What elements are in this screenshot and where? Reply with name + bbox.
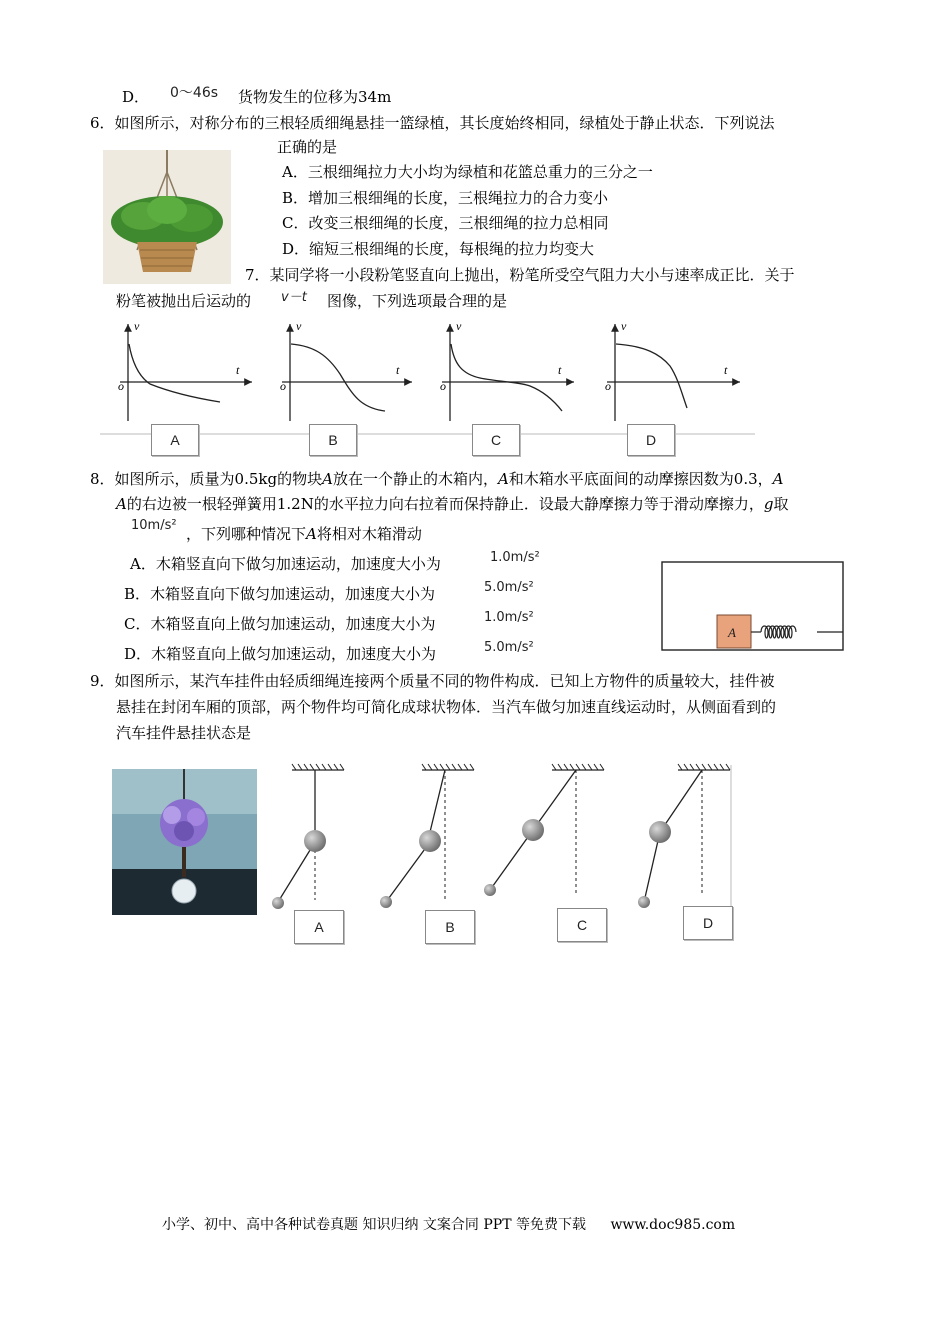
q7-choice-d-box[interactable] [627, 424, 675, 456]
axis-t-label: t [558, 363, 562, 377]
q9-stem-line1: 9．如图所示，某汽车挂件由轻质细绳连接两个质量不同的物件构成．已知上方物件的质量较大，挂件被 [90, 672, 775, 690]
footer-url[interactable]: www.doc985.com [610, 1217, 736, 1233]
footer-text: 小学、初中、高中各种试卷真题 知识归纳 文案合同 PPT 等免费下载 [162, 1217, 586, 1233]
q9-choice-d-box[interactable] [683, 906, 733, 940]
q8-option-a-math: 1.0m/s² [490, 550, 540, 565]
q8-text: 和木箱水平底面间的动摩擦因数为0.3， [508, 470, 773, 488]
q5-option-d-label: D． [122, 88, 150, 106]
q6-option-a: A．三根细绳拉力大小均为绿植和花篮总重力的三分之一 [282, 163, 653, 181]
q7-choice-c-label: C [490, 432, 502, 448]
origin-label: o [440, 379, 446, 393]
block-a-label: A [728, 625, 736, 640]
q9-choice-d-label: D [702, 915, 714, 931]
axis-t-label: t [724, 363, 728, 377]
q8-option-d-math: 5.0m/s² [484, 640, 534, 655]
q7-choice-c-box[interactable] [472, 424, 520, 456]
vt-graph-b [280, 319, 412, 421]
q9-choice-a-box[interactable] [294, 910, 344, 944]
q8-var-a: A [116, 495, 127, 513]
q8-text: 取 [773, 495, 789, 513]
q9-choice-b-label: B [445, 919, 455, 935]
q8-text: ，下列哪种情况下 [186, 525, 307, 543]
q8-var-g: g [763, 495, 774, 513]
q7-stem-line2-post: 图像，下列选项最合理的是 [327, 292, 508, 310]
q8-var-a: A [497, 470, 509, 488]
q5-option-d [122, 86, 149, 107]
axis-v-label: v [134, 319, 140, 333]
q6-option-b: B．增加三根细绳的长度，三根绳拉力的合力变小 [282, 189, 609, 207]
q8-text: 8．如图所示，质量为0.5kg的物块 [90, 470, 323, 488]
q6-stem-line1: 6．如图所示，对称分布的三根轻质细绳悬挂一篮绿植，其长度始终相同，绿植处于静止状态．下列说法 [90, 114, 775, 132]
q8-text: 的右边被一根轻弹簧用1.2N的水平拉力向右拉着而保持静止．设最大静摩擦力等于滑动摩擦力， [126, 495, 764, 513]
q8-option-a: A．木箱竖直向下做匀加速运动，加速度大小为 [130, 555, 441, 573]
q8-stem-line2 [116, 493, 788, 514]
axis-v-label: v [621, 319, 627, 333]
q9-stem-line2: 悬挂在封闭车厢的顶部，两个物件均可简化成球状物体．当汽车做匀加速直线运动时，从侧面看到的 [116, 698, 777, 716]
q6-option-c: C．改变三根细绳的长度，三根细绳的拉力总相同 [282, 214, 609, 232]
q8-g-value-math: 10m/s² [131, 518, 177, 533]
q7-vt-math: v－t [281, 290, 307, 305]
axis-v-label: v [296, 319, 302, 333]
q8-option-c-math: 1.0m/s² [484, 610, 534, 625]
footer [162, 1214, 735, 1234]
vt-graph-c [440, 319, 574, 421]
q8-stem-line1 [90, 468, 784, 489]
car-pendant-image [112, 769, 257, 915]
q9-choice-c-label: C [576, 917, 588, 933]
axis-v-label: v [456, 319, 462, 333]
q8-var-a: A [306, 525, 317, 543]
hanging-plant-image [103, 150, 231, 284]
q8-option-c: C．木箱竖直向上做匀加速运动，加速度大小为 [124, 615, 436, 633]
axis-t-label: t [396, 363, 400, 377]
pendant-options-figure [268, 760, 738, 915]
q8-option-b: B．木箱竖直向下做匀加速运动，加速度大小为 [124, 585, 436, 603]
q7-stem-line1: 7．某同学将一小段粉笔竖直向上抛出，粉笔所受空气阻力大小与速率成正比．关于 [245, 266, 795, 284]
wooden-box-figure [660, 560, 848, 656]
q5-option-d-math: 0～46s [170, 85, 219, 101]
q7-choice-d-label: D [645, 432, 657, 448]
q8-var-a: A [322, 470, 333, 488]
q7-choice-a-label: A [170, 432, 180, 448]
q9-choice-a-label: A [314, 919, 324, 935]
q7-choice-b-label: B [328, 432, 338, 448]
q7-choice-b-box[interactable] [309, 424, 357, 456]
pendant-option-d [638, 764, 730, 908]
q7-stem-line2-pre: 粉笔被抛出后运动的 [116, 292, 252, 310]
vt-graph-a [118, 319, 252, 421]
q8-var-a: A [772, 470, 784, 488]
origin-label: o [605, 379, 611, 393]
vt-graph-d [605, 319, 740, 421]
axis-t-label: t [236, 363, 240, 377]
q8-option-b-math: 5.0m/s² [484, 580, 534, 595]
q8-text: 将相对木箱滑动 [316, 525, 422, 543]
q7-choice-a-box[interactable] [151, 424, 199, 456]
origin-label: o [118, 379, 124, 393]
q6-stem-line2: 正确的是 [277, 138, 338, 156]
q5-option-d-text: 货物发生的位移为34m [238, 88, 392, 106]
q8-stem-line3 [186, 523, 422, 544]
q9-choice-c-box[interactable] [557, 908, 607, 942]
pendant-option-b [380, 764, 474, 908]
q9-choice-b-box[interactable] [425, 910, 475, 944]
q8-option-d: D．木箱竖直向上做匀加速运动，加速度大小为 [124, 645, 437, 663]
origin-label: o [280, 379, 286, 393]
q6-option-d: D．缩短三根细绳的长度，每根绳的拉力均变大 [282, 240, 595, 258]
q8-text: 放在一个静止的木箱内， [332, 470, 498, 488]
pendant-option-c [484, 764, 604, 896]
q9-stem-line3: 汽车挂件悬挂状态是 [116, 724, 252, 742]
pendant-option-a [272, 764, 344, 909]
